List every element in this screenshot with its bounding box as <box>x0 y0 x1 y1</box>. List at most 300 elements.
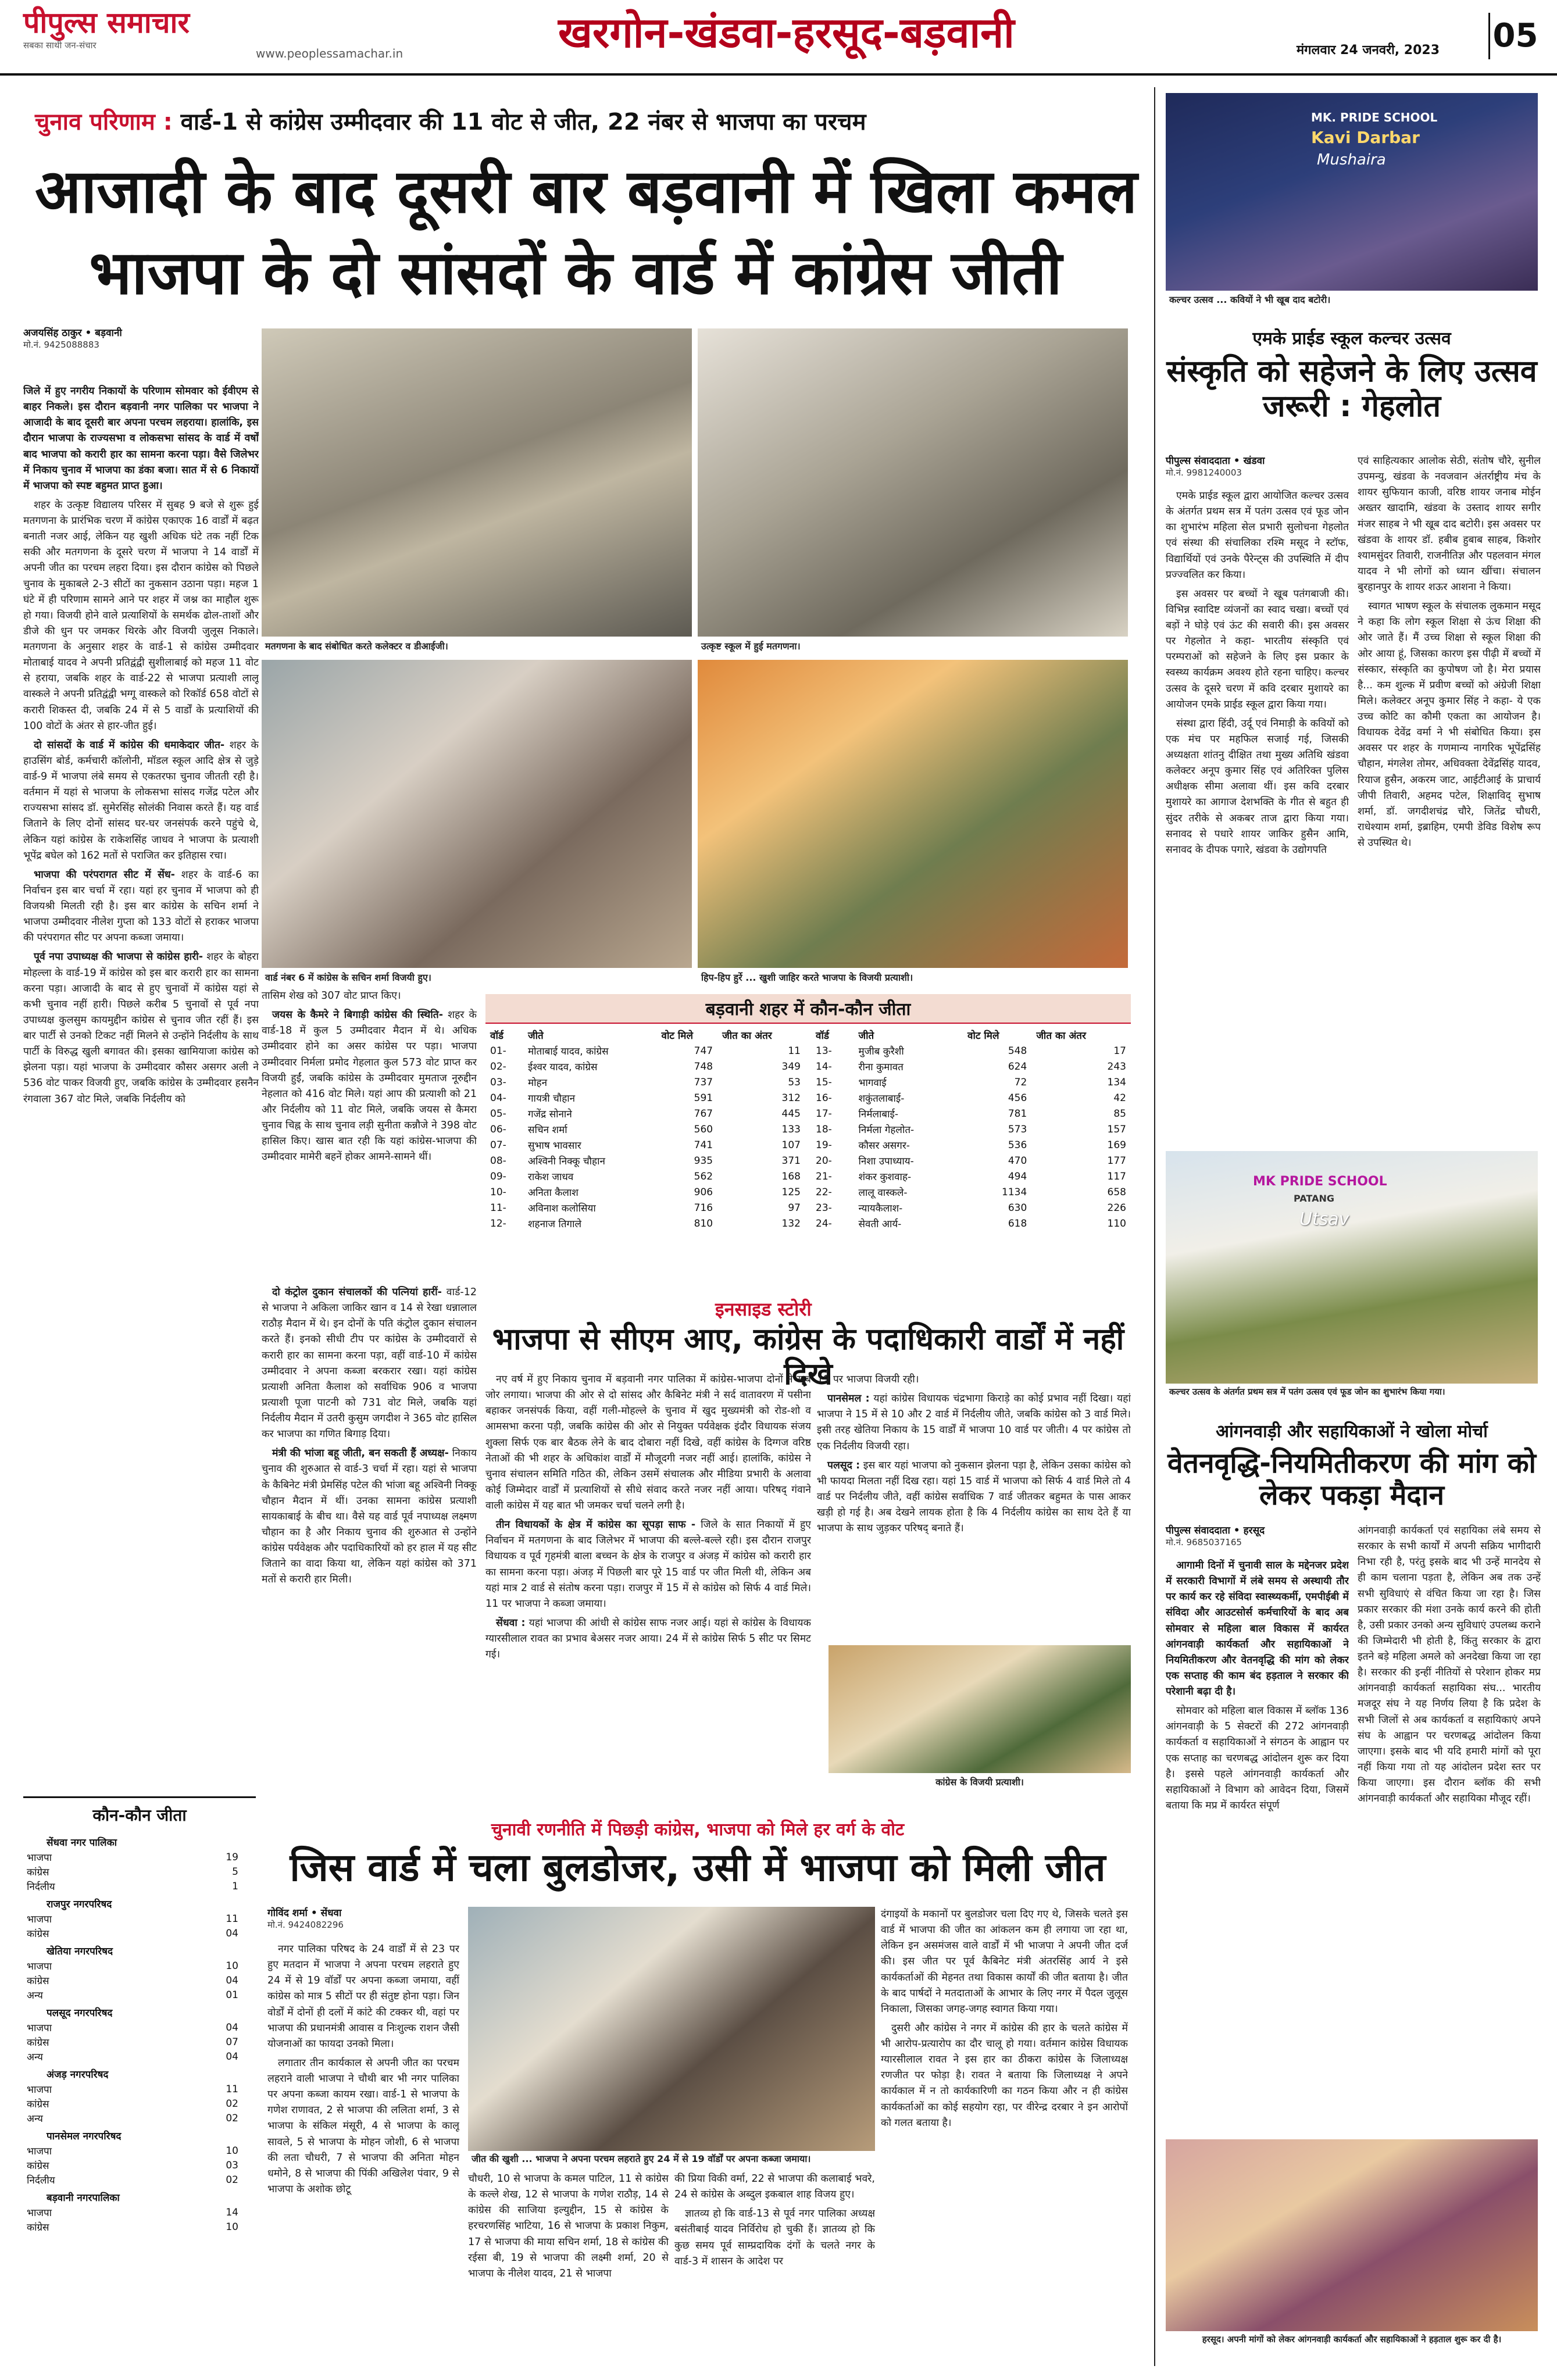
results-cell: 23- <box>816 1202 832 1214</box>
results-cell: 935 <box>694 1155 713 1167</box>
who-won-row <box>23 1850 256 1864</box>
who-won-cell: 5 <box>232 1866 238 1878</box>
results-cell: 03- <box>490 1076 506 1088</box>
lead-para-7 <box>262 1285 477 1442</box>
results-cell: 536 <box>1008 1139 1027 1151</box>
who-won-row <box>23 2158 256 2172</box>
who-won-row <box>23 1959 256 1973</box>
culture-headline: संस्कृति को सहेजने के लिए उत्सव जरूरी : गेहलोत <box>1166 354 1537 424</box>
culture-mobile: मो.नं. 9981240003 <box>1166 467 1242 478</box>
results-cell: लालू वास्कले- <box>858 1187 908 1199</box>
who-won-cell: 19 <box>226 1851 238 1863</box>
results-cell: 781 <box>1008 1107 1027 1120</box>
results-row <box>485 1121 805 1137</box>
results-cell: 14- <box>816 1060 832 1073</box>
lead-kicker-label: चुनाव परिणाम : <box>35 109 173 135</box>
bulldozer-column-2 <box>468 2171 669 2363</box>
results-cell: 168 <box>781 1170 801 1182</box>
results-cell: 17 <box>1113 1045 1126 1057</box>
who-won-cell: अन्य <box>27 1990 43 2002</box>
results-cell: 117 <box>1107 1170 1126 1182</box>
results-cell: न्यायकैलाश- <box>858 1203 903 1214</box>
photo-patang-utsav-sign-2: PATANG <box>1294 1193 1334 1204</box>
who-won-cell: 02 <box>226 2097 238 2110</box>
photo-counting-hall <box>698 328 1128 637</box>
results-row <box>485 1074 805 1090</box>
results-cell: 810 <box>694 1217 713 1230</box>
results-row <box>485 1168 805 1184</box>
results-cell: 06- <box>490 1123 506 1135</box>
who-won-row <box>23 1926 256 1941</box>
results-cell: 658 <box>1107 1186 1126 1198</box>
photo-kavi-darbar-caption: कल्चर उत्सव ... कवियों ने भी खूब दाद बटोरी। <box>1166 292 1538 307</box>
who-won-row <box>23 2020 256 2035</box>
results-cell: 18- <box>816 1123 832 1135</box>
who-won-table <box>23 2143 256 2187</box>
results-cell: राकेश जाधव <box>527 1171 574 1183</box>
results-header: वॉर्ड <box>490 1030 503 1042</box>
lead-para-8-text: निकाय चुनाव की शुरुआत से वार्ड-3 चर्चा में रहा। यहां से भाजपा के कैबिनेट मंत्री प्रेमसिंह पटेल की भांजा बहू अश्विनी निक्कू चौहान मैदान में थीं। उनका सामना कांग्रेस प्रत्याशी सायकाबाई के बीच था। वैसे यह वार्ड पूर्व नपाध्यक्ष लक्ष्मण चौहान का है और निकाय चुनाव की शुरुआत से उन्होंने कांग्रेस पर्यवेक्षक और पदाधिकारियों को हर हाल में यह सीट जिताने का वादा किया था, लेकिन यहां कांग्रेस को 371 मतों से करारी हार मिली। <box>262 1448 477 1586</box>
results-row <box>485 1090 805 1106</box>
results-cell: 312 <box>781 1092 801 1104</box>
who-won-cell: अन्य <box>27 2052 43 2063</box>
results-cell: 470 <box>1008 1155 1027 1167</box>
results-cell: 548 <box>1008 1045 1027 1057</box>
who-won-cell: भाजपा <box>27 1852 52 1864</box>
bulldozer-kicker: चुनावी रणनीति में पिछड़ी कांग्रेस, भाजपा को मिले हर वर्ग के वोट <box>491 1820 905 1840</box>
anganwadi-text-2: आंगनवाड़ी कार्यकर्ता एवं सहायिका लंबे समय से सरकार के सभी कार्यों में अपनी सक्रिय भागीदारी निभा रही है, परंतु इसके बाद भी उन्हें मानदेय से ही काम चलाना पड़ता है, लेकिन अब तक उन्हें सभी सुविधाएं से वंचित किया जा रहा है। जिस प्रकार सरकार की मंशा उनके कार्य करने की होती है, उसी प्रकार उनको अन्य सुविधाएं उपलब्ध कराने की जिम्मेदारी भी होती है, किंतु सरकार के द्वारा इतने बड़े महिला अमले को अनदेखा किया जा रहा है। सरकार की इन्हीं नीतियों से परेशान होकर मप्र आंगनवाड़ी कार्यकर्ता सहायिका संघ... भारतीय मजदूर संघ ने यह निर्णय लिया है कि प्रदेश के सभी जिलों से अब कार्यकर्ता व सहायिकाएं अपने संघ के आह्वान पर चरणबद्ध आंदोलन किया जाएगा। इसके बाद भी यदि हमारी मांगों को पूरा नहीं किया गया तो यह आंदोलन प्रदेश स्तर पर किया जाएगा। इस दौरान ब्लॉक की सभी आंगनवाड़ी कार्यकर्ता और सहायिका मौजूद रहीं। <box>1358 1525 1541 1805</box>
culture-text-4: एवं साहित्यकार आलोक सेठी, संतोष चौरे, सुनील उपमन्यु, खंडवा के नवजवान अंतर्राष्ट्रीय मंच के शायर सुफियान काजी, वरिष्ठ शायर जनाब मोईन अख्तर खादामि, खंडवा के उस्ताद शायर सगीर मंजर साहब ने भी खूब दाद बटोरी। इस अवसर पर खंडवा के शायर डॉ. हबीब हुबाब साहब, किशोर श्यामसुंदर तिवारी, राजनीतिज्ञ और पहलवान मंगल यादव ने भी लोगों को ध्यान खींचा। संचालन बुरहानपुर के शायर शऊर आशना ने किया। <box>1358 455 1541 593</box>
culture-text-3: संस्था द्वारा हिंदी, उर्दू एवं निमाड़ी के कवियों को एक मंच पर महफिल सजाई गई, जिसकी अध्यक्षता शांतनु दीक्षित तथा मुख्य अतिथि खंडवा कलेक्टर अनूप कुमार सिंह एवं अतिरिक्त पुलिस अधीक्षक सीमा अलावा थीं। इस कवि दरबार मुशायरे का आगाज देशभक्ति के गीत से बहुत ही सुंदर तरीके से अकबर ताज द्वारा किया गया। सनावद से पधारे शायर जाकिर हुसैन आमि, सनावद के दीपक पगारे, खंडवा के उद्योगपति <box>1166 717 1349 856</box>
results-table-box <box>485 994 1131 1296</box>
results-row <box>811 1106 1131 1121</box>
results-cell: 560 <box>694 1123 713 1135</box>
photo-patang-utsav-caption: कल्चर उत्सव के अंतर्गत प्रथम सत्र में पतंग उत्सव एवं फूड जोन का शुभारंभ किया गया। <box>1166 1385 1538 1399</box>
results-row <box>811 1043 1131 1059</box>
who-won-row <box>23 1973 256 1988</box>
who-won-section-title: बड़वानी नगरपालिका <box>47 2192 120 2204</box>
results-cell: 741 <box>694 1139 713 1151</box>
photo-kavi-darbar-banner: MK. PRIDE SCHOOL <box>1311 110 1438 124</box>
who-won-row <box>23 2220 256 2234</box>
photo-bjp-victory-sendhwa <box>468 1907 875 2151</box>
photo-collector-speech-caption: मतगणना के बाद संबोधित करते कलेक्टर व डीआईजी। <box>262 638 692 653</box>
anganwadi-mobile: मो.नं. 9685037165 <box>1166 1537 1242 1548</box>
results-cell: शंकर कुशवाह- <box>858 1171 912 1183</box>
culture-column-1 <box>1166 488 1349 1139</box>
results-cell: अश्विनी निक्कू चौहान <box>527 1156 605 1167</box>
results-cell: 19- <box>816 1139 832 1151</box>
results-cell: 10- <box>490 1186 506 1198</box>
inside-story-text-5-body: यहां कांग्रेस विधायक चंद्रभागा किराड़े का कोई प्रभाव नहीं दिखा। यहां भाजपा ने 15 में से 10 और 2 वार्ड में निर्दलीय जीते, जबकि कांग्रेस को 3 वार्ड मिले। इसी तरह खेतिया निकाय के 15 वार्डों में भाजपा 10 वार्ड पर जीती। 4 पर कांग्रेस तो एक निर्दलीय विजयी रहा। <box>817 1393 1131 1452</box>
who-won-cell: कांग्रेस <box>27 1867 49 1878</box>
photo-bjp-celebration <box>698 660 1128 968</box>
inside-story-text-3-head: सेंधवा : <box>496 1617 526 1629</box>
lead-mobile: मो.नं. 9425088883 <box>23 340 99 350</box>
anganwadi-byline-block <box>1166 1523 1352 1548</box>
inside-story-text-1: नए वर्ष में हुए निकाय चुनाव में बड़वानी नगर पालिका में कांग्रेस-भाजपा दोनों ने खूब जोर लगाया। भाजपा की ओर से दो सांसद और कैबिनेट मंत्री ने सर्द वातावरण में पसीना बहाकर जनसंपर्क किया, वहीं गली-मोहल्ले के चुनाव में खुद मुख्यमंत्री को रोड-शो व आमसभा करना पड़ी, जबकि कांग्रेस की ओर से नियुक्त पर्यवेक्षक इंदौर विधायक संजय शुक्ला सिर्फ एक बार बैठक लेने के बाद दोबारा नहीं दिखे, वहीं कांग्रेस के दिग्गज वरिष्ठ नेताओं की भी शहर के अधिकांश वार्डों में मौजूदगी नजर नहीं आई। हालांकि, कांग्रेस ने चुनाव संचालन समिति गठित की, लेकिन उसमें संचालक और मीडिया प्रभारी के अलावा कोई जिम्मेदार वार्डों में प्रत्याशियों से सीधे संवाद करते नजर नहीं आया। परिषद् गंवाने वाली कांग्रेस में यह बात भी जमकर चर्चा चलने लगी है। <box>485 1374 811 1511</box>
results-cell: 13- <box>816 1045 832 1057</box>
results-cell: 243 <box>1107 1060 1126 1073</box>
results-cell: 906 <box>694 1186 713 1198</box>
who-won-table <box>23 1959 256 2002</box>
who-won-cell: भाजपा <box>27 1914 52 1925</box>
inside-story-column-2 <box>817 1372 1131 1581</box>
lead-byline: अजयसिंह ठाकुर • बड़वानी <box>23 327 122 339</box>
lead-para-2-head: दो सांसदों के वार्ड में कांग्रेस की धमाकेदार जीत- <box>34 739 225 751</box>
bulldozer-column-4 <box>881 1907 1128 2360</box>
logo-text: पीपुल्स समाचार <box>23 6 190 40</box>
photo-kavi-darbar-banner-2: Kavi Darbar <box>1311 128 1420 147</box>
bulldozer-column-3 <box>674 2171 875 2363</box>
results-cell: रीना कुमावत <box>858 1062 904 1073</box>
results-cell: सेवती आर्य- <box>858 1218 902 1230</box>
results-cell: निर्मला गेहलोत- <box>858 1124 915 1136</box>
results-row <box>485 1059 805 1074</box>
results-cell: सचिन शर्मा <box>527 1124 567 1136</box>
results-header: जीते <box>527 1030 544 1042</box>
results-cell: 22- <box>816 1186 832 1198</box>
issue-date: मंगलवार 24 जनवरी, 2023 <box>1297 43 1440 58</box>
results-row <box>485 1043 805 1059</box>
who-won-cell: भाजपा <box>27 2084 52 2096</box>
results-row <box>485 1184 805 1200</box>
results-row <box>485 1106 805 1121</box>
results-cell: 226 <box>1107 1202 1126 1214</box>
results-cell: 445 <box>781 1107 801 1120</box>
results-cell: 09- <box>490 1170 506 1182</box>
photo-anganwadi-strike-caption: हरसूद। अपनी मांगों को लेकर आंगनवाड़ी कार्यकर्ता और सहायिकाओं ने हड़ताल शुरू कर दी है। <box>1166 2332 1538 2346</box>
results-cell: निर्मलाबाई- <box>858 1109 899 1120</box>
who-won-cell: अन्य <box>27 2113 43 2125</box>
who-won-cell: 04 <box>226 2021 238 2034</box>
results-cell: 169 <box>1107 1139 1126 1151</box>
inside-story-text-6-body: इस बार यहां भाजपा को नुकसान झेलना पड़ा है, लेकिन उसका कांग्रेस को भी फायदा मिलता नहीं दिख रहा। यहां 15 वार्ड में भाजपा को सिर्फ 4 वार्ड मिले तो 4 वार्ड पर निर्दलीय जीते, वहीं कांग्रेस सर्वाधिक 7 वार्ड जीतकर बहुमत के पास आकर खड़ी हो गई है। अब देखने लायक होता है कि 4 निर्दलीय कांग्रेस का साथ देते हैं या भाजपा के साथ जुड़कर परिषद् बनाते हैं। <box>817 1459 1131 1535</box>
inside-story-text-2 <box>485 1517 811 1612</box>
bulldozer-text-3: चौधरी, 10 से भाजपा के कमल पाटिल, 11 से कांग्रेस के कल्ले शेख, 12 से भाजपा के गणेश राठौड़, 14 से कांग्रेस की साजिया इल्युद्दीन, 15 से कांग्रेस के हरचरणसिंह भाटिया, 16 से भाजपा के प्रकाश निकुम, 17 से भाजपा की माया सचिन शर्मा, 18 से कांग्रेस की रईसा बी, 19 से भाजपा की लक्ष्मी शर्मा, 20 से भाजपा के नीलेश यादव, 21 से भाजपा <box>468 2173 669 2279</box>
who-won-table <box>23 2020 256 2064</box>
results-cell: 17- <box>816 1107 832 1120</box>
who-won-cell: भाजपा <box>27 2022 52 2034</box>
results-cell: 716 <box>694 1202 713 1214</box>
inside-story-text-6 <box>817 1458 1131 1537</box>
results-cell: 107 <box>781 1139 801 1151</box>
results-cell: 01- <box>490 1045 506 1057</box>
who-won-cell: 10 <box>226 2145 238 2157</box>
who-won-section-title: पानसेमल नगरपरिषद <box>47 2131 122 2142</box>
results-cell: 737 <box>694 1076 713 1088</box>
bulldozer-text-2: लगातार तीन कार्यकाल से अपनी जीत का परचम लहराने वाली भाजपा ने चौथी बार भी नगर पालिका पर अपना कब्जा कायम रखा। वार्ड-1 से भाजपा के गणेश राणावत, 2 से भाजपा की ललिता शर्मा, 3 से भाजपा के संकिल मंसूरी, 4 से भाजपा के कालू सावले, 5 से भाजपा के मोहन जोशी, 6 से भाजपा की लता चौधरी, 7 से भाजपा की अनिता मोहन धमोने, 8 से भाजपा की पिंकी अखिलेश पंवार, 9 से भाजपा के अशोक छोटू <box>267 2057 459 2195</box>
who-won-section-title: राजपुर नगरपरिषद <box>47 1899 112 1910</box>
inside-story-headline: भाजपा से सीएम आए, कांग्रेस के पदाधिकारी वार्डों में नहीं दिखे <box>492 1322 1124 1392</box>
lead-para-7-head: दो कंट्रोल दुकान संचालकों की पत्नियां हारीं- <box>272 1287 442 1298</box>
inside-story-text-4: 19 पर भाजपा विजयी रही। <box>817 1374 919 1385</box>
results-header: जीत का अंतर <box>722 1030 772 1042</box>
who-won-cell: निर्दलीय <box>27 1881 55 1893</box>
results-cell: 110 <box>1107 1217 1126 1230</box>
who-won-cell: कांग्रेस <box>27 2222 49 2234</box>
photo-patang-utsav-sign-3: Utsav <box>1299 1209 1349 1230</box>
results-cell: 08- <box>490 1155 506 1167</box>
results-row <box>485 1216 805 1231</box>
results-row <box>811 1216 1131 1231</box>
bulldozer-byline: गोविंद शर्मा • सेंधवा <box>267 1907 342 1919</box>
results-cell: 349 <box>781 1060 801 1073</box>
anganwadi-column-1 <box>1166 1558 1349 2128</box>
results-header: जीत का अंतर <box>1036 1030 1086 1042</box>
culture-column-2 <box>1358 453 1541 1139</box>
page-number: 05 <box>1488 13 1541 59</box>
region-title: खरगोन-खंडवा-हरसूद-बड़वानी <box>558 8 1015 57</box>
lead-para-6-head: जयस के कैमरे ने बिगाड़ी कांग्रेस की स्थिति- <box>272 1009 443 1021</box>
who-won-cell: 07 <box>226 2036 238 2048</box>
photo-counting-hall-caption: उत्कृष्ट स्कूल में हुई मतगणना। <box>698 638 1128 653</box>
lead-headline-1: आजादी के बाद दूसरी बार बड़वानी में खिला कमल <box>35 156 1138 227</box>
inside-story-text-2-head: तीन विधायकों के क्षेत्र में कांग्रेस का सूपड़ा साफ - <box>496 1519 696 1531</box>
results-cell: गायत्री चौहान <box>527 1093 576 1105</box>
who-won-cell: कांग्रेस <box>27 2037 49 2049</box>
logo-tagline: सबका साथी जन-संचार <box>23 40 97 51</box>
inside-story-label: इनसाइड स्टोरी <box>715 1298 812 1320</box>
bulldozer-text-1: नगर पालिका परिषद के 24 वार्डों में से 23 पर हुए मतदान में भाजपा ने अपना परचम लहराते हुए 24 में से 19 वॉर्डों पर अपना कब्जा जमाया, वहीं कांग्रेस को मात्र 5 सीटों पर ही संतुष्ट होना पड़ा। जिन वोर्डों में दोनों ही दलों में कांटे की टक्कर थी, वहां पर भाजपा की प्रधानमंत्री आवास व निःशुल्क राशन जैसी योजनाओं का फायदा उनको मिला। <box>267 1943 459 2050</box>
lead-para-3 <box>23 867 259 946</box>
anganwadi-byline: पीपुल्स संवाददाता • हरसूद <box>1166 1525 1265 1536</box>
who-won-cell: 01 <box>226 1989 238 2001</box>
results-cell: 177 <box>1107 1155 1126 1167</box>
photo-kavi-darbar-banner-3: Mushaira <box>1317 151 1386 169</box>
bulldozer-text-4: की प्रिया विकी वर्मा, 22 से भाजपा की कलाबाई भवरे, 24 से कांग्रेस के अब्दुल इकबाल शाह विजय हुए। <box>674 2173 875 2201</box>
who-won-cell: 1 <box>232 1880 238 1892</box>
lead-para-8-head: मंत्री की भांजा बहू जीती, बन सकती हैं अध्यक्ष- <box>272 1448 449 1460</box>
results-cell: 02- <box>490 1060 506 1073</box>
results-header: वोट मिले <box>967 1030 999 1042</box>
results-table-title: बड़वानी शहर में कौन-कौन जीता <box>485 994 1131 1024</box>
who-won-row <box>23 2035 256 2049</box>
results-cell: 747 <box>694 1045 713 1057</box>
results-cell: 748 <box>694 1060 713 1073</box>
lead-headline-2: भाजपा के दो सांसदों के वार्ड में कांग्रेस जीती <box>89 237 1062 308</box>
who-won-row <box>23 2096 256 2111</box>
lead-para-5: तासिम शेख को 307 वोट प्राप्त किए। <box>262 990 401 1002</box>
who-won-table <box>23 1911 256 1941</box>
who-won-cell: भाजपा <box>27 2146 52 2157</box>
photo-kavi-darbar <box>1166 93 1538 291</box>
lead-kicker <box>35 105 1128 137</box>
who-won-cell: 04 <box>226 1974 238 1986</box>
results-cell: 767 <box>694 1107 713 1120</box>
results-row <box>811 1168 1131 1184</box>
results-cell: 1134 <box>1002 1186 1027 1198</box>
results-cell: 456 <box>1008 1092 1027 1104</box>
who-won-cell: 14 <box>226 2206 238 2218</box>
anganwadi-column-2 <box>1358 1523 1541 2128</box>
results-cell: 20- <box>816 1155 832 1167</box>
results-cell: 12- <box>490 1217 506 1230</box>
photo-congress-winners-caption: कांग्रेस के विजयी प्रत्याशी। <box>829 1774 1131 1789</box>
results-row <box>811 1059 1131 1074</box>
results-cell: 72 <box>1014 1076 1027 1088</box>
photo-collector-speech <box>262 328 692 637</box>
results-cell: 125 <box>781 1186 801 1198</box>
photo-congress-winners <box>829 1645 1131 1773</box>
who-won-table <box>23 2205 256 2234</box>
who-won-cell: कांग्रेस <box>27 1975 49 1987</box>
lead-column-3 <box>262 1285 477 1796</box>
results-cell: 624 <box>1008 1060 1027 1073</box>
results-cell: 134 <box>1107 1076 1126 1088</box>
results-row <box>485 1200 805 1216</box>
anganwadi-kicker: आंगनवाड़ी और सहायिकाओं ने खोला मोर्चा <box>1216 1421 1488 1442</box>
results-cell: मोहन <box>527 1077 548 1089</box>
who-won-cell: 02 <box>226 2112 238 2124</box>
results-cell: 85 <box>1113 1107 1126 1120</box>
bulldozer-mobile: मो.नं. 9424082296 <box>267 1920 344 1930</box>
who-won-section-title: खेतिया नगरपरिषद <box>47 1946 113 1957</box>
who-won-row <box>23 2172 256 2187</box>
who-won-title: कौन-कौन जीता <box>92 1806 187 1825</box>
who-won-cell: कांग्रेस <box>27 2160 49 2172</box>
who-won-cell: भाजपा <box>27 2207 52 2219</box>
results-cell: 04- <box>490 1092 506 1104</box>
lead-para-2 <box>23 738 259 864</box>
results-cell: गजेंद्र सोनाने <box>527 1109 572 1120</box>
results-cell: मुजीब कुरैशी <box>858 1046 904 1057</box>
results-cell: 573 <box>1008 1123 1027 1135</box>
who-won-table <box>23 1850 256 1893</box>
results-cell: 618 <box>1008 1217 1027 1230</box>
who-won-cell: 03 <box>226 2159 238 2171</box>
anganwadi-intro: आगामी दिनों में चुनावी साल के मद्देनजर प्रदेश में सरकारी विभागों में लंबे समय से अस्थायी तौर पर कार्य कर रहे संविदा स्वास्थ्यकर्मी, एमपीईबी में संविदा और आउटसोर्स कर्मचारियों के बाद अब सोमवार से महिला बाल विकास में कार्यरत आंगनवाड़ी कार्यकर्ता और सहायिकाओं ने नियमितीकरण और वेतनवृद्धि की मांग को लेकर एक सप्ताह की काम बंद हड़ताल ने सरकार की परेशानी बढ़ा दी है। <box>1166 1560 1349 1698</box>
results-header: वोट मिले <box>661 1030 693 1042</box>
results-cell: निशा उपाध्याय- <box>858 1156 914 1167</box>
results-cell: 16- <box>816 1092 832 1104</box>
inside-story-text-5 <box>817 1391 1131 1455</box>
who-won-cell: कांग्रेस <box>27 1928 49 1940</box>
who-won-cell: 04 <box>226 1927 238 1939</box>
results-cell: 591 <box>694 1092 713 1104</box>
results-row <box>811 1090 1131 1106</box>
results-cell: कौसर असगर- <box>858 1140 910 1152</box>
results-cell: 157 <box>1107 1123 1126 1135</box>
bulldozer-text-6: दंगाइयों के मकानों पर बुलडोजर चला दिए गए थे, जिसके चलते इस वार्ड में भाजपा की जीत का आंकलन कम ही लगाया जा रहा था, लेकिन इन असमंजस वाले वार्डों में भी भाजपा ने अपनी जीत दर्ज की। इस जीत पर पूर्व कैबिनेट मंत्री अंतरसिंह आर्य ने इसे कार्यकर्ताओं की मेहनत तथा विकास कार्यों की जीत बताया है। जीत के बाद पार्षदों ने मतदाताओं के आभार के लिए नगर में पैदल जुलूस निकाला, जिसका जगह-जगह स्वागत किया गया। <box>881 1909 1128 2015</box>
inside-story-text-2-body: जिले के सात निकायों में हुए निर्वाचन में मतगणना के बाद जिलेभर में भाजपा की बल्ले-बल्ले रही। इस दौरान राजपुर विधायक व पूर्व गृहमंत्री बाला बच्चन के क्षेत्र के राजपुर व अंजड़ में कांग्रेस को करारी हार का सामना करना पड़ा। अंजड़ में पिछली बार पूरे 15 वार्ड पर जीत मिली थी, लेकिन अब यहां मात्र 2 वार्ड से संतोष करना पड़ा। राजपुर में 15 में से कांग्रेस को सिर्फ 4 वार्ड मिले। 11 पर भाजपा ने कब्जा जमाया। <box>485 1519 811 1610</box>
results-cell: 371 <box>781 1155 801 1167</box>
results-cell: शहनाज तिगाले <box>527 1218 582 1230</box>
lead-para-1: शहर के उत्कृष्ट विद्यालय परिसर में सुबह 9 बजे से शुरू हुई मतगणना के प्रारंभिक चरण में कांग्रेस एकाएक 16 वार्डों में बढ़त बनाती नजर आई, लेकिन यह खुशी अधिक घंटे तक नहीं टिक सकी और मतगणना के दूसरे चरण में भाजपा ने 14 वार्डों में अपनी जीत का परचम लहरा दिया। इस दौरान कांग्रेस को पिछले चुनाव के मुकाबले 2-3 सीटों का नुकसान उठाना पड़ा। महज 1 घंटे में ही परिणाम सामने आने पर शहर में जश्न का माहौल शुरू हो गया। विजयी होने वाले प्रत्याशियों के समर्थक ढोल-ताशों और डीजे की धुन पर जमकर थिरके और विजयी जुलूस निकाले। मतगणना के अनुसार शहर के वार्ड-1 से कांग्रेस उम्मीदवार मोताबाई यादव ने अपनी प्रतिद्वंद्वी सुशीलाबाई को महज 11 वोट से हराया, जबकि शहर के वार्ड-22 से भाजपा प्रत्याशी लालू वास्कले ने अपनी प्रतिद्वंद्वी भग्गू वास्कले को रिकॉर्ड 658 वोटों से करारी शिकस्त दी, जबकि 24 में से 5 वार्डों के प्रत्याशियों की 100 वोटों के अंतर से हार-जीत हुई। <box>23 499 259 732</box>
bulldozer-column-1 <box>267 1942 459 2360</box>
bulldozer-byline-block <box>267 1906 500 1931</box>
photo-winner-ward-6 <box>262 660 692 968</box>
results-cell: शकुंतलाबाई- <box>858 1093 905 1105</box>
culture-text-2: इस अवसर पर बच्चों ने खूब पतंगबाजी की। विभिन्न स्वादिष्ट व्यंजनों का स्वाद चखा। बच्चों एवं बड़ों ने घोड़े एवं ऊंट की सवारी की। इस अवसर पर गेहलोत ने कहा- भारतीय संस्कृति एवं परम्पराओं को सहेजने के लिए इस प्रकार के स्वस्थ्य कार्यक्रम अवश्य होते रहना चाहिए। कल्चर उत्सव के दूसरे चरण में कवि दरबार मुशायरे का आयोजन एमके प्राईड स्कूल द्वारा किया गया। <box>1166 588 1349 710</box>
results-cell: भागवाई <box>858 1077 887 1089</box>
who-won-sections <box>23 1832 256 2234</box>
results-cell: अनिता कैलाश <box>527 1187 578 1199</box>
lead-byline-block <box>23 326 256 351</box>
who-won-cell: 04 <box>226 2050 238 2063</box>
inside-story-text-3 <box>485 1616 811 1663</box>
who-won-cell: 11 <box>226 2083 238 2095</box>
results-cell: अविनाश कलोसिया <box>527 1203 596 1214</box>
who-won-table <box>23 2082 256 2125</box>
who-won-row <box>23 1988 256 2002</box>
results-header: जीते <box>858 1030 874 1042</box>
results-row <box>811 1074 1131 1090</box>
who-won-row <box>23 1879 256 1893</box>
results-cell: सुभाष भावसार <box>527 1140 581 1152</box>
results-cell: 42 <box>1113 1092 1126 1104</box>
results-cell: 494 <box>1008 1170 1027 1182</box>
photo-bjp-victory-sendhwa-caption: जीत की खुशी ... भाजपा ने अपना परचम लहराते हुए 24 में से 19 वॉर्डों पर अपना कब्जा जमाया। <box>468 2151 875 2166</box>
results-cell: 630 <box>1008 1202 1027 1214</box>
photo-bjp-celebration-caption: हिप-हिप हुर्रे ... खुशी जाहिर करते भाजपा के विजयी प्रत्याशी। <box>698 970 1128 985</box>
results-row <box>811 1153 1131 1168</box>
lead-para-6 <box>262 1007 477 1165</box>
who-won-section-title: पलसूद नगरपरिषद <box>47 2007 113 2019</box>
results-cell: 97 <box>788 1202 801 1214</box>
results-cell: 05- <box>490 1107 506 1120</box>
inside-story-column-1 <box>485 1372 811 1779</box>
inside-story-text-5-head: पानसेमल : <box>827 1393 870 1405</box>
photo-patang-utsav-sign: MK PRIDE SCHOOL <box>1253 1174 1387 1189</box>
results-cell: मोताबाई यादव, कांग्रेस <box>527 1046 609 1057</box>
photo-patang-utsav <box>1166 1151 1538 1384</box>
website-link[interactable]: www.peoplessamachar.in <box>256 47 403 60</box>
who-won-cell: 02 <box>226 2174 238 2186</box>
culture-byline-block <box>1166 453 1352 478</box>
who-won-box <box>23 1796 256 2354</box>
results-row <box>811 1137 1131 1153</box>
who-won-section-title: सेंधवा नगर पालिका <box>47 1837 117 1849</box>
who-won-section-title: अंजड़ नगरपरिषद <box>47 2069 109 2081</box>
lead-para-3-head: भाजपा की परंपरागत सीट में सेंध- <box>34 869 175 881</box>
who-won-row <box>23 2143 256 2158</box>
results-row <box>811 1200 1131 1216</box>
bulldozer-text-7: दुसरी और कांग्रेस ने नगर में कांग्रेस की हार के चलते कांग्रेस में भी आरोप-प्रत्यारोप का दौर चालू हो गया। वर्तमान कांग्रेस विधायक ग्यारसीलाल रावत ने इस हार का ठीकरा कांग्रेस के जिलाध्यक्ष रणजीत पर फोड़ा है। रावत ने बताया कि जिलाध्यक्ष ने अपने कार्यकाल में न तो कार्यकारिणी का गठन किया और न ही कांग्रेस कार्यकर्ताओं का कोई सहयोग रहा, पर वीरेन्द्र दरबार ने इन आरोपों को गलत बताया है। <box>881 2022 1128 2129</box>
right-column-divider <box>1154 87 1155 2366</box>
results-row <box>811 1121 1131 1137</box>
results-cell: 562 <box>694 1170 713 1182</box>
who-won-cell: 10 <box>226 1960 238 1972</box>
who-won-cell: 10 <box>226 2221 238 2233</box>
photo-winner-ward-6-caption: वार्ड नंबर 6 में कांग्रेस के सचिन शर्मा विजयी हुए। <box>262 970 692 985</box>
lead-para-6-text: शहर के वार्ड-18 में कुल 5 उम्मीदवार मैदान में थे। अधिक उम्मीदवार होने का असर कांग्रेस पर पड़ा। भाजपा उम्मीदवार निर्मला प्रमोद गेहलात कुल 573 वोट प्राप्त कर विजयी हुईं, जबकि कांग्रेस के उम्मीदवार मुमताज नूरुद्दीन नेहलात को 416 वोट मिले। यहां आप की प्रत्याशी को 21 और निर्दलीय को 11 वोट मिले, जबकि जयस से कैमरा चुनाव चिह्न के साथ चुनाव लड़ी सुनीता कन्नौजे ने 398 वोट हासिल किए। खास बात रही कि यहां कांग्रेस-भाजपा की उम्मीदवार मामेरी बहनें होकर आमने-सामने थीं। <box>262 1009 477 1163</box>
results-cell: 07- <box>490 1139 506 1151</box>
masthead <box>0 0 1557 76</box>
who-won-row <box>23 1911 256 1926</box>
results-table-right <box>811 1027 1131 1231</box>
who-won-row <box>23 2205 256 2220</box>
lead-para-3-text: शहर के वार्ड-6 का निर्वाचन इस बार चर्चा में रहा। यहां हर चुनाव में भाजपा को ही विजयश्री मिलती रही है। इस बार कांग्रेस के सचिन शर्मा ने भाजपा उम्मीदवार नीलेश गुप्ता को 133 वोटों से हराकर भाजपा की परंपरागत सीट पर अपना कब्जा जमाया। <box>23 869 259 944</box>
lead-para-4-head: पूर्व नपा उपाध्यक्ष की भाजपा से कांग्रेस हारी- <box>34 951 203 963</box>
results-table-left <box>485 1027 805 1231</box>
results-cell: 53 <box>788 1076 801 1088</box>
anganwadi-headline: वेतनवृद्धि-नियमितीकरण की मांग को लेकर पकड़ा मैदान <box>1167 1447 1536 1512</box>
lead-para-4-text: शहर के बोहरा मोहल्ला के वार्ड-19 में कांग्रेस को इस बार करारी हार का सामना करना पड़ा। आजादी के बाद से हुए चुनावों में कांग्रेस यहां से कभी चुनाव नहीं हारी। पिछले करीब 5 चुनावों से पूर्व नपा उपाध्यक्ष कुलसुम कायमुद्दीन कांग्रेस से चुनाव जीत रहीं हैं। इस बार पार्टी से उनको टिकट नहीं मिलने से उन्होंने निर्दलीय के साथ पार्टी के विरुद्ध खुली बगावत की। इसका खामियाजा कांग्रेस को झेलना पड़ा। यहां भाजपा के उम्मीदवार कौसर असगर अली ने 536 वोट पाकर विजयी हुए, जबकि कांग्रेस के उम्मीदवार हसनैन रंगवाला 367 वोट मिले, जबकि निर्दलीय को <box>23 951 259 1105</box>
who-won-row <box>23 1864 256 1879</box>
results-cell: 24- <box>816 1217 832 1230</box>
bulldozer-headline: जिस वार्ड में चला बुलडोजर, उसी में भाजपा को मिली जीत <box>290 1845 1106 1890</box>
results-row <box>485 1137 805 1153</box>
lead-intro: जिले में हुए नगरीय निकायों के परिणाम सोमवार को ईवीएम से बाहर निकले। इस दौरान बड़वानी नगर पालिका पर भाजपा ने आजादी के बाद दूसरी बार अपना परचम लहराया। हालांकि, इस दौरान भाजपा के राज्यसभा व लोकसभा सांसद के वार्ड में वर्षों बाद भाजपा को करारी हार का सामना करना पड़ा। वैसे जिलेभर में निकाय चुनाव में भाजपा का डंका बजा। सात में से 6 निकायों में भाजपा को स्पष्ट बहुमत प्राप्त हुआ। <box>23 385 259 492</box>
who-won-cell: 11 <box>226 1913 238 1925</box>
inside-story-text-6-head: पलसूद : <box>827 1459 860 1471</box>
who-won-row <box>23 2082 256 2096</box>
lead-para-8 <box>262 1446 477 1588</box>
anganwadi-text-1: सोमवार को महिला बाल विकास में ब्लॉक 136 आंगनवाड़ी के 5 सेक्टरों की 272 आंगनवाड़ी कार्यकर्ता व सहायिकाओं ने संगठन के आह्वान पर एक सप्ताह का चरणबद्ध आंदोलन शुरू कर दिया है। इससे पहले आंगनवाड़ी कार्यकर्ता और सहायिकाओं ने विभाग को आवेदन दिया, जिसमें बताया कि मप्र में कार्यरत संपूर्ण <box>1166 1705 1349 1811</box>
results-cell: 11 <box>788 1045 801 1057</box>
who-won-cell: भाजपा <box>27 1961 52 1972</box>
